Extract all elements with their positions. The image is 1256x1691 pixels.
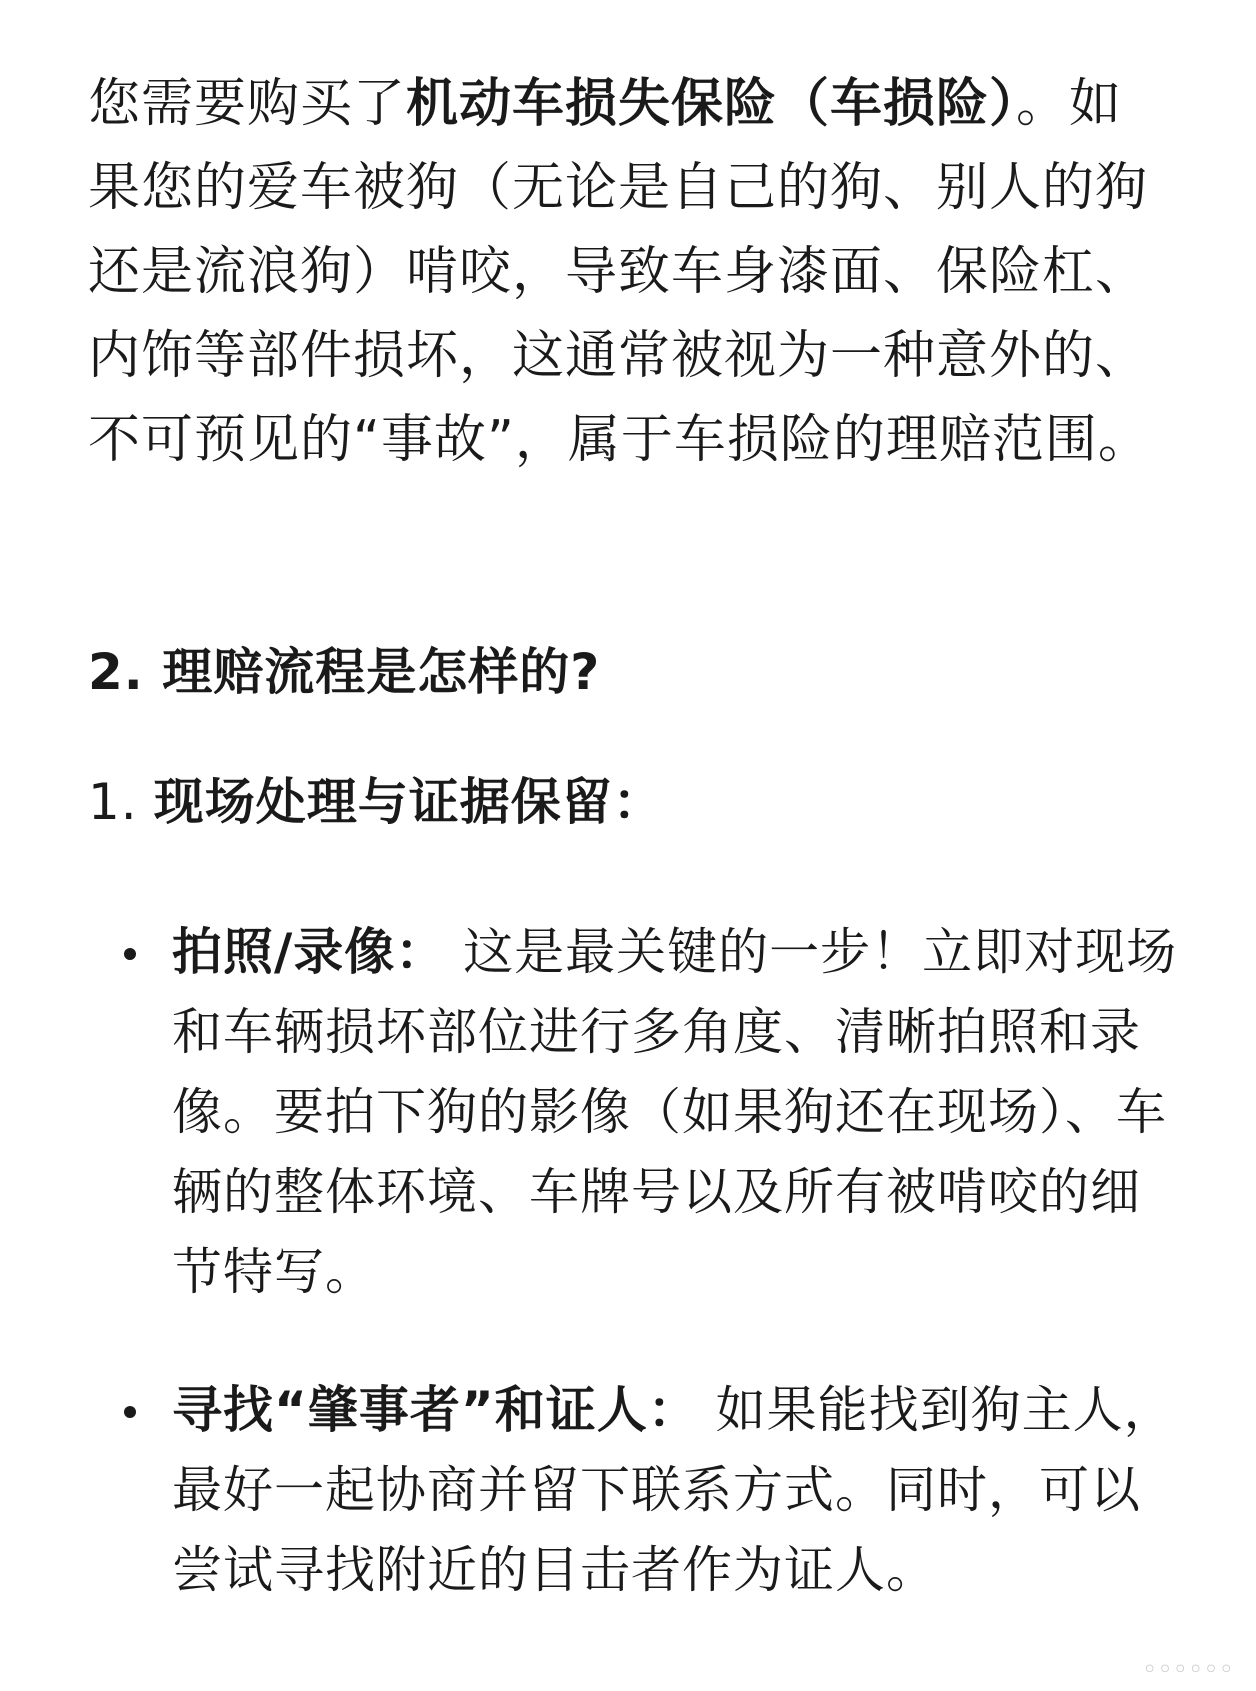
bullet-dot-icon xyxy=(124,948,136,960)
step-number: 1. xyxy=(88,773,138,831)
intro-paragraph xyxy=(88,62,1168,482)
bullet-text: 这是最关键的一步！立即对现场和车辆损坏部位进行多角度、清晰拍照和录像。要拍下狗的影像（如果狗还在现场）、车辆的整体环境、车牌号以及所有被啃咬的细节特写。 xyxy=(172,923,1178,1301)
list-item xyxy=(88,912,1178,1312)
intro-body: 。如果您的爱车被狗（无论是自己的狗、别人的狗还是流浪狗）啃咬，导致车身漆面、保险杠、内饰等部件损坏，这通常被视为一种意外的、不可预见的“事故”，属于车损险的理赔范围。 xyxy=(88,74,1151,470)
insurance-name: 机动车损失保险（车损险） xyxy=(406,74,1017,134)
bullet-dot-icon xyxy=(124,1406,136,1418)
bullet-term: 寻找“肇事者”和证人： xyxy=(172,1381,699,1439)
article-content xyxy=(88,62,1178,1599)
bullet-text: 如果能找到狗主人，最好一起协商并留下联系方式。同时，可以尝试寻找附近的目击者作为证人。 xyxy=(172,1381,1175,1599)
intro-prefix: 您需要购买了 xyxy=(88,74,407,134)
section-heading: 2. 理赔流程是怎样的? xyxy=(88,643,601,701)
step-title: 现场处理与证据保留： xyxy=(153,773,664,831)
list-item xyxy=(88,1370,1178,1610)
step-heading xyxy=(88,762,664,842)
watermark-logo: ◦◦◦◦◦◦ xyxy=(1141,1655,1234,1685)
bullet-list xyxy=(88,912,1178,1668)
bullet-term: 拍照/录像： xyxy=(172,923,447,981)
